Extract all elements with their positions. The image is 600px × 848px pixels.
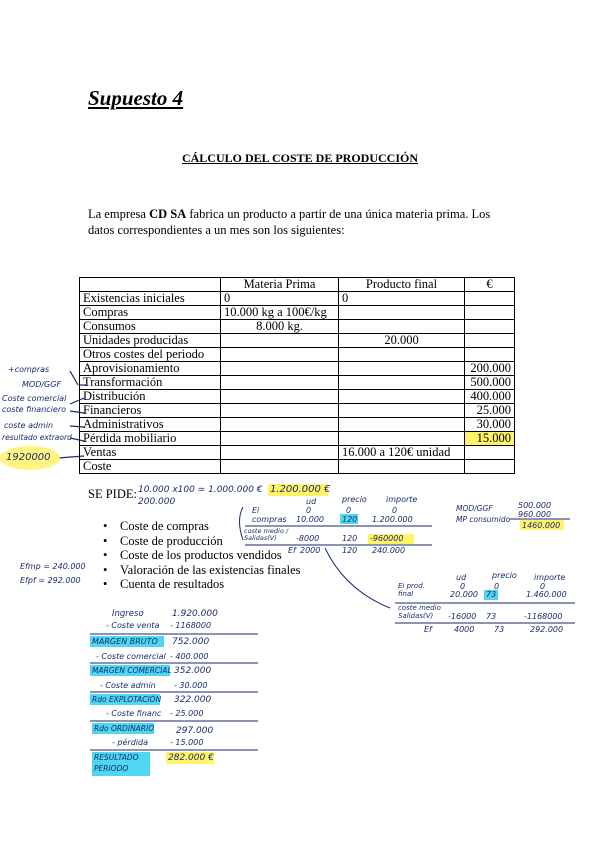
- handwritten-note: Salidas(V): [398, 612, 434, 620]
- handwritten-note: 10.000: [296, 515, 324, 524]
- table-cell: 20.000: [339, 334, 465, 348]
- table-cell: Compras: [80, 306, 221, 320]
- handwritten-note: coste admin: [4, 421, 54, 430]
- table-cell: Existencias iniciales: [80, 292, 221, 306]
- handwritten-note: 73: [486, 590, 497, 599]
- income-label: - Coste admin: [100, 681, 156, 690]
- table-cell: 25.000: [465, 404, 515, 418]
- handwritten-note: Coste comercial: [2, 394, 67, 403]
- handwritten-note: 0: [460, 582, 466, 591]
- handwritten-note: 1.200.000: [372, 515, 413, 524]
- income-label: - Coste venta: [106, 621, 160, 630]
- table-cell: 10.000 kg a 100€/kg: [221, 306, 339, 320]
- income-label: RESULTADO PERIODO: [94, 753, 139, 773]
- income-label: Ingreso: [112, 609, 144, 619]
- table-cell-highlighted: 15.000: [465, 432, 515, 446]
- table-cell: 30.000: [465, 418, 515, 432]
- table-header-cell: Materia Prima: [221, 278, 339, 292]
- income-value: - 400.000: [170, 652, 209, 661]
- section-heading: CÁLCULO DEL COSTE DE PRODUCCIÓN: [181, 151, 419, 165]
- table-cell: Distribución: [80, 390, 221, 404]
- handwritten-note: 1.200.000 €: [270, 484, 331, 495]
- income-value: 352.000: [174, 666, 212, 676]
- table-cell: 200.000: [465, 362, 515, 376]
- handwritten-note: 500.000: [518, 501, 552, 510]
- handwritten-note: MOD/GGF: [22, 380, 62, 389]
- handwritten-note: 1460.000: [522, 521, 561, 530]
- handwritten-note: resultado extraord: [2, 433, 72, 442]
- handwritten-note: importe: [534, 573, 566, 582]
- income-label: Rdo EXPLOTACIÓN: [92, 695, 162, 704]
- income-value: 322.000: [174, 695, 212, 705]
- company-name: CD SA: [149, 207, 187, 221]
- handwritten-note: 2000: [300, 546, 321, 555]
- handwritten-note: 960.000: [518, 510, 552, 519]
- handwritten-note: MP consumido: [456, 515, 511, 524]
- handwritten-note: 0: [494, 582, 500, 591]
- table-cell: Pérdida mobiliario: [80, 432, 221, 446]
- table-cell: 8.000 kg.: [221, 320, 339, 334]
- handwritten-note: importe: [386, 495, 418, 504]
- handwritten-note: Ei: [252, 506, 260, 515]
- income-value: - 15.000: [170, 738, 204, 747]
- handwritten-note: -8000: [296, 534, 320, 543]
- handwritten-note: 120: [342, 546, 358, 555]
- handwritten-note: 73: [494, 625, 505, 634]
- handwritten-note: 240.000: [372, 546, 406, 555]
- handwritten-note: -1168000: [524, 612, 563, 621]
- income-value: 282.000 €: [168, 753, 214, 763]
- handwritten-note: -16000: [448, 612, 477, 621]
- table-cell: Ventas: [80, 446, 221, 460]
- income-value: 752.000: [172, 637, 210, 647]
- table-cell: Coste: [80, 460, 221, 474]
- table-cell: 500.000: [465, 376, 515, 390]
- handwritten-note: 120: [342, 534, 358, 543]
- table-cell: 400.000: [465, 390, 515, 404]
- handwritten-note: 0: [540, 582, 546, 591]
- handwritten-note: 1.460.000: [526, 590, 567, 599]
- handwritten-note: ud: [306, 497, 317, 506]
- list-item: • Coste de los productos vendidos: [103, 548, 301, 563]
- handwritten-note: 0: [346, 506, 352, 515]
- handwritten-note: 4000: [454, 625, 475, 634]
- handwritten-note: 200.000: [138, 497, 176, 507]
- handwritten-note: 120: [342, 515, 358, 524]
- table-header-cell: €: [465, 278, 515, 292]
- income-label: Rdo ORDINARIO: [94, 724, 155, 733]
- handwritten-note: 0: [306, 506, 312, 515]
- handwritten-note: Efpf = 292.000: [20, 576, 81, 585]
- list-item: • Valoración de las existencias finales: [103, 563, 301, 578]
- table-cell: Consumos: [80, 320, 221, 334]
- handwritten-note: coste medio: [398, 604, 441, 612]
- intro-before: La empresa: [88, 207, 150, 221]
- income-value: 1.920.000: [172, 609, 218, 619]
- handwritten-note: Efmp = 240.000: [20, 562, 86, 571]
- income-label: - Coste comercial: [96, 652, 166, 661]
- handwritten-note: 1920000: [6, 452, 51, 463]
- table-cell: Transformación: [80, 376, 221, 390]
- income-value: 297.000: [176, 726, 214, 736]
- handwritten-note: Ei prod. final: [398, 582, 425, 598]
- handwritten-note: 10.000 x100 = 1.000.000 €: [138, 485, 263, 495]
- income-value: - 1168000: [170, 621, 212, 630]
- page-title: Supuesto 4: [88, 86, 184, 110]
- table-header-cell: Producto final: [339, 278, 465, 292]
- intro-after: fabrica un producto a partir de una única materia prima. Los datos correspondientes a un mes son los siguientes:: [88, 207, 491, 237]
- list-item: • Coste de producción: [103, 534, 301, 549]
- income-label: MARGEN BRUTO: [92, 637, 158, 646]
- se-pide-label: SE PIDE:: [88, 487, 137, 501]
- table-cell: Administrativos: [80, 418, 221, 432]
- handwritten-note: precio: [342, 495, 367, 504]
- table-cell: Otros costes del periodo: [80, 348, 221, 362]
- handwritten-note: 0: [392, 506, 398, 515]
- handwritten-note: precio: [492, 571, 517, 580]
- handwritten-note: MOD/GGF: [456, 504, 493, 513]
- table-cell: Aprovisionamiento: [80, 362, 221, 376]
- list-item: • Cuenta de resultados: [103, 577, 301, 592]
- handwritten-note: +compras: [8, 365, 50, 374]
- handwritten-note: 292.000: [530, 625, 564, 634]
- handwritten-note: Ef: [288, 546, 296, 555]
- income-value: - 25.000: [170, 709, 204, 718]
- handwritten-note: ud: [456, 573, 467, 582]
- table-cell: Unidades producidas: [80, 334, 221, 348]
- table-cell: 0: [339, 292, 465, 306]
- table-cell: Financieros: [80, 404, 221, 418]
- left-arrows: [58, 371, 86, 458]
- income-label: MARGEN COMERCIAL: [92, 666, 172, 675]
- list-item: • Coste de compras: [103, 519, 301, 534]
- handwritten-note: 20.000: [450, 590, 478, 599]
- table-cell: 16.000 a 120€ unidad: [339, 446, 465, 460]
- handwritten-note: -960000: [370, 534, 404, 543]
- handwritten-note: coste medio / Salidas(V): [244, 527, 289, 542]
- income-value: - 30.000: [174, 681, 208, 690]
- handwritten-note: 73: [486, 612, 497, 621]
- handwritten-note: Ef: [424, 625, 432, 634]
- handwritten-note: compras: [252, 515, 287, 524]
- table-cell: 0: [221, 292, 339, 306]
- income-label: - Coste financ: [106, 709, 162, 718]
- income-label: - pérdida: [112, 738, 148, 747]
- handwritten-note: coste financiero: [2, 405, 66, 414]
